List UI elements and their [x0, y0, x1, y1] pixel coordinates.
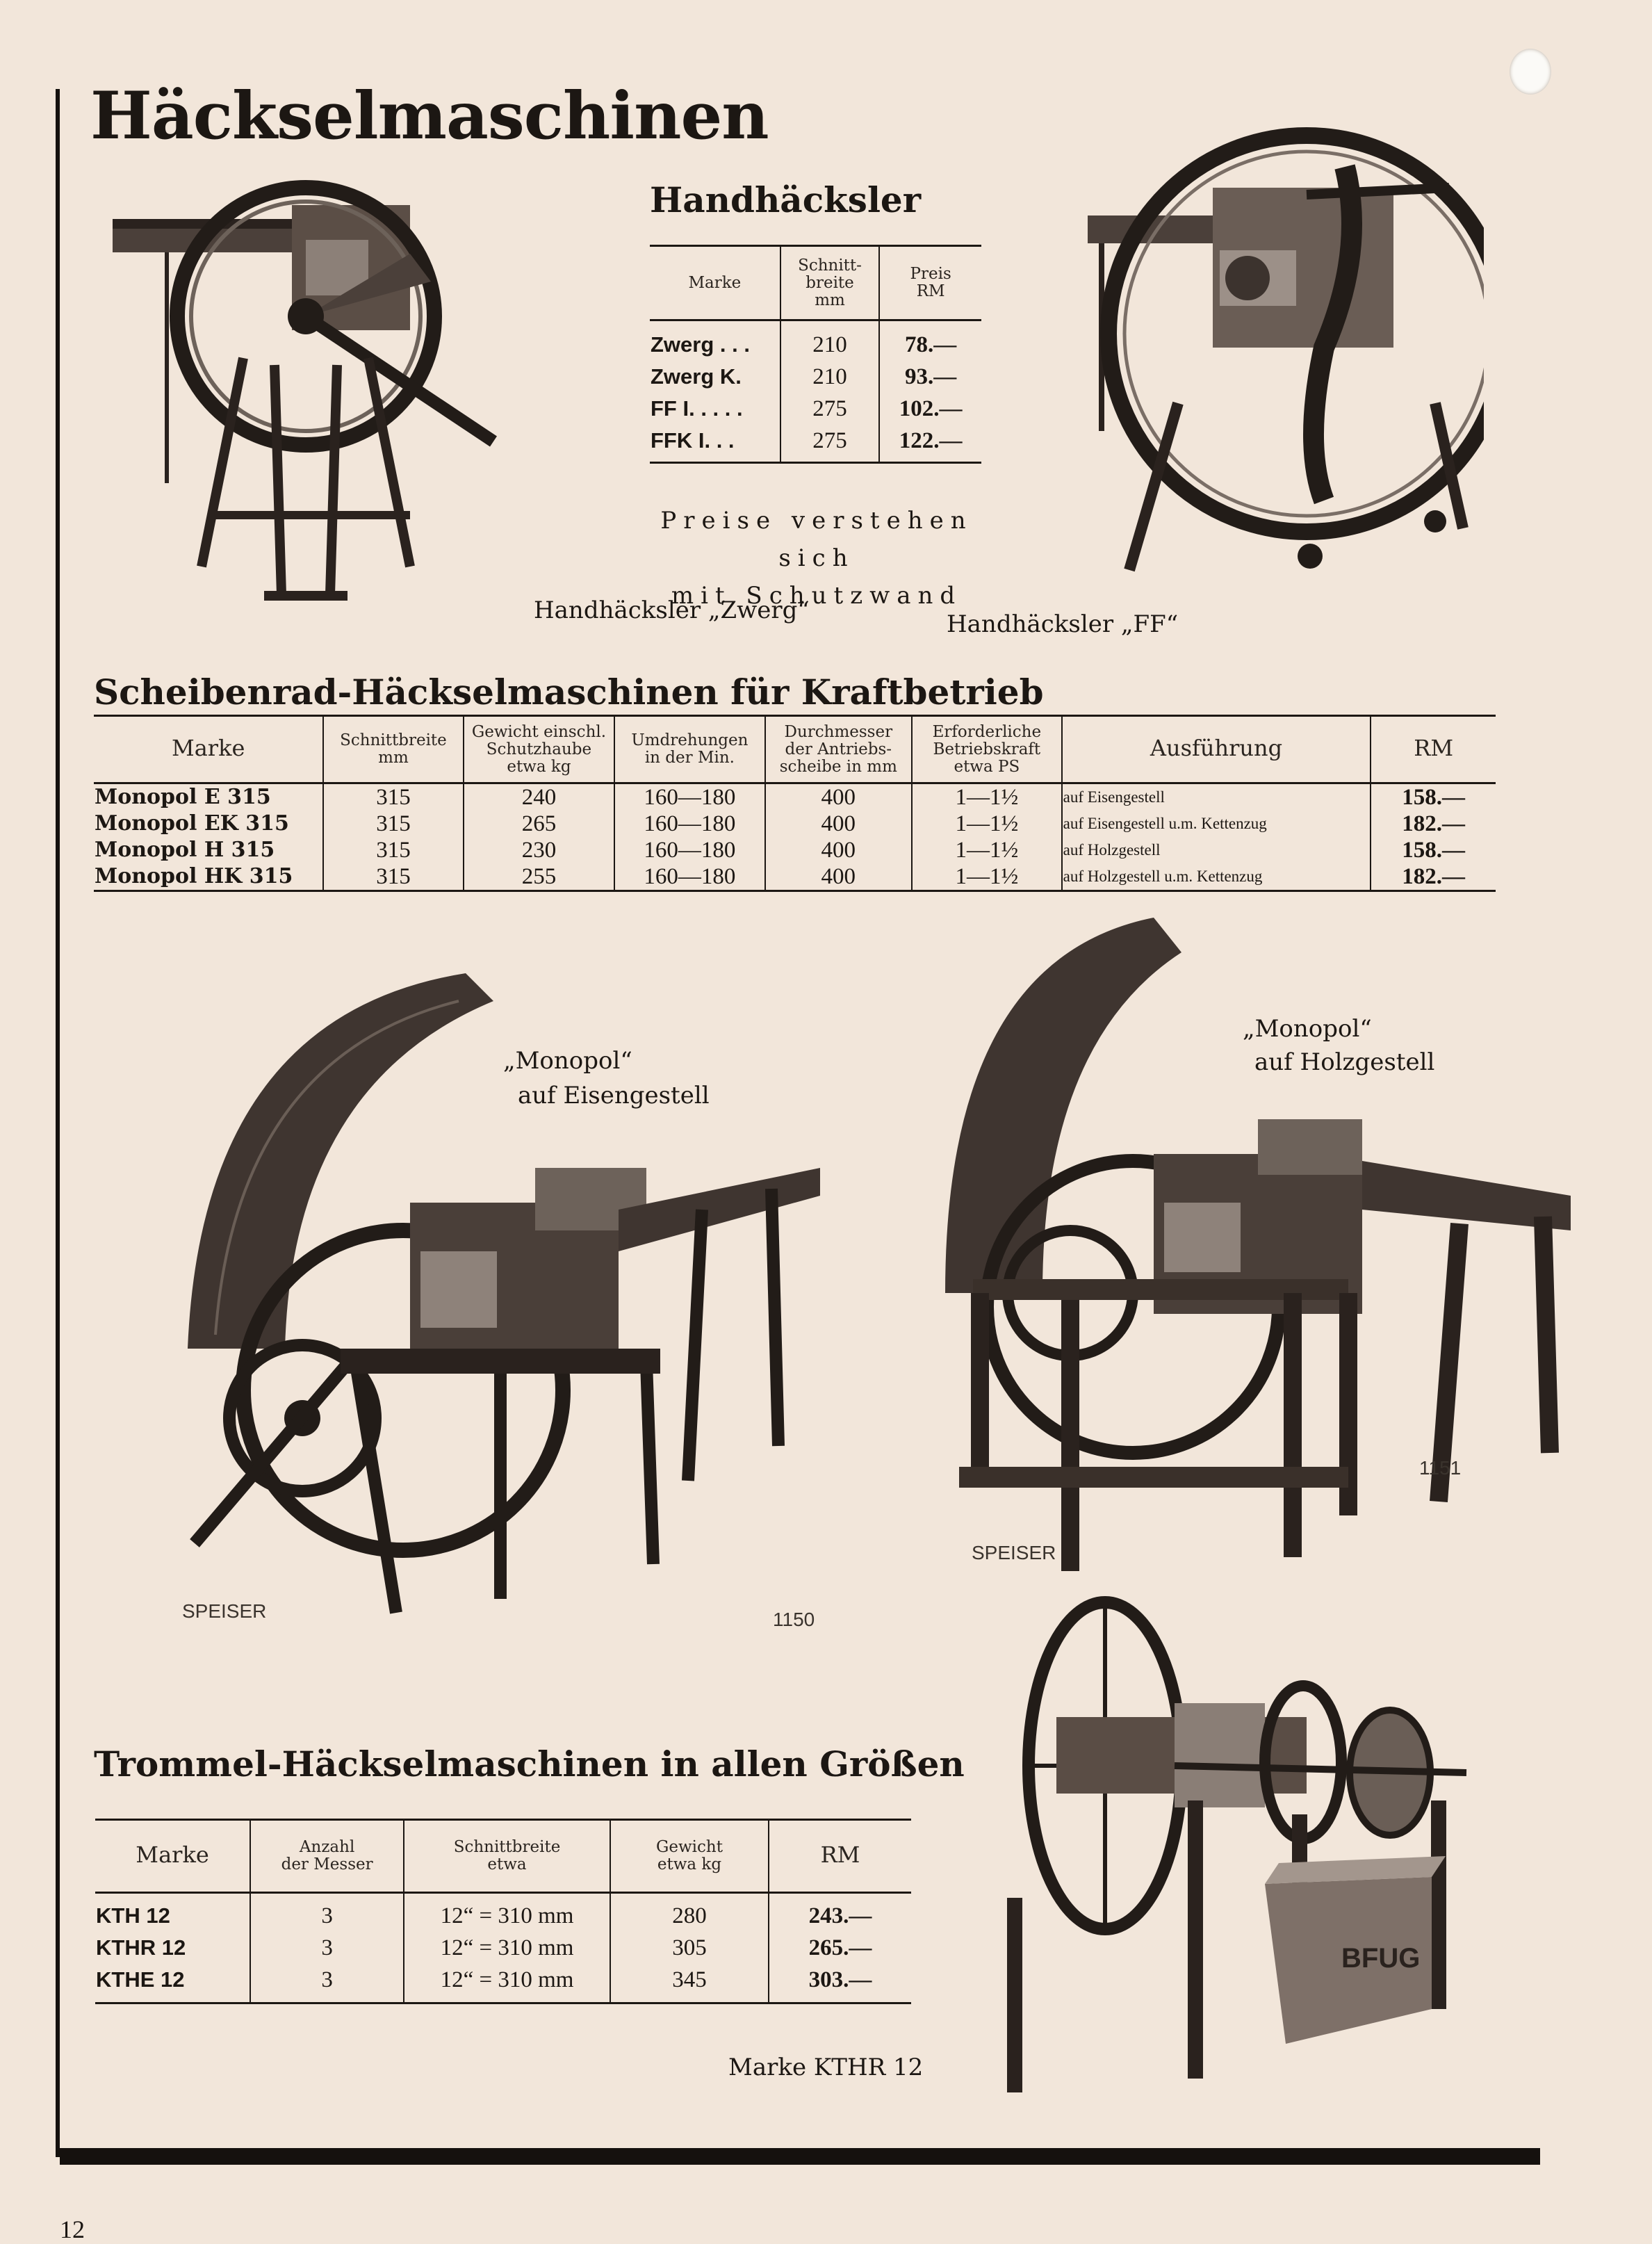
cell-marke: Zwerg K. [651, 364, 742, 389]
cell-preis: 158.— [1371, 783, 1496, 811]
caption-monopol-holz-2: auf Holzgestell [1254, 1048, 1435, 1076]
caption-ff: Handhäcksler „FF“ [947, 610, 1179, 638]
cell-durchmesser: 400 [765, 863, 913, 891]
price-note-line-2: mit Schutzwand [671, 582, 963, 610]
cell-gewicht: 265 [464, 811, 615, 837]
cell-gewicht: 280 [610, 1893, 769, 1933]
cell-preis: 243.— [769, 1893, 911, 1933]
cell-schnittbreite: 275 [780, 393, 880, 425]
caption-monopol-eisen-2: auf Eisengestell [518, 1082, 710, 1109]
cell-durchmesser: 400 [765, 783, 913, 811]
cell-preis: 303.— [769, 1964, 911, 2003]
table-row [650, 425, 981, 463]
cell-ps: 1—1½ [912, 837, 1062, 863]
cell-preis: 182.— [1371, 811, 1496, 837]
cell-preis: 265.— [769, 1932, 911, 1964]
image-1-number: 1150 [773, 1609, 815, 1630]
table-row [94, 811, 1496, 837]
cell-marke: KTHE 12 [96, 1967, 185, 1992]
cell-marke: Monopol H 315 [95, 838, 275, 862]
box-label: BFUG [1341, 1943, 1421, 1974]
table-row [95, 1964, 911, 2003]
bottom-rule [60, 2148, 1540, 2165]
cell-preis: 78.— [879, 320, 981, 361]
cell-ausfuehrung: auf Holzgestell [1062, 837, 1371, 863]
cell-messer: 3 [250, 1964, 404, 2003]
cell-marke: FFK I. . . [651, 428, 735, 453]
column-header-rm: RM [769, 1820, 911, 1893]
cell-ausfuehrung: auf Holzgestell u.m. Kettenzug [1062, 863, 1371, 891]
cell-schnittbreite: 12“ = 310 mm [404, 1932, 610, 1964]
cell-marke: Monopol HK 315 [95, 864, 293, 888]
cell-schnittbreite: 12“ = 310 mm [404, 1964, 610, 2003]
column-header-ausfuehrung: Ausführung [1062, 716, 1371, 783]
cell-ausfuehrung: auf Eisengestell [1062, 783, 1371, 811]
cell-marke: FF I. . . . . [651, 396, 743, 421]
cell-preis: 102.— [879, 393, 981, 425]
column-header-gewicht: Gewicht einschl. Schutzhaube etwa kg [464, 716, 615, 783]
cell-ausfuehrung: auf Eisengestell u.m. Kettenzug [1062, 811, 1371, 837]
cell-schnittbreite: 210 [780, 361, 880, 393]
cell-preis: 93.— [879, 361, 981, 393]
punch-hole [1510, 49, 1551, 95]
cell-preis: 122.— [879, 425, 981, 463]
column-header-rm: RM [1371, 716, 1496, 783]
image-2-maker: SPEISER [972, 1542, 1056, 1563]
column-header-messer: Anzahl der Messer [250, 1820, 404, 1893]
cell-gewicht: 305 [610, 1932, 769, 1964]
cell-ps: 1—1½ [912, 783, 1062, 811]
cell-umdrehungen: 160—180 [614, 837, 764, 863]
cell-marke: KTH 12 [96, 1903, 170, 1928]
left-rule [56, 89, 60, 2157]
image-1-maker: SPEISER [182, 1600, 267, 1622]
cell-schnittbreite: 315 [323, 863, 463, 891]
scheibenrad-table [94, 715, 1496, 892]
cell-marke: Monopol EK 315 [95, 811, 289, 836]
table-row [650, 361, 981, 393]
table-row [650, 393, 981, 425]
zwerg-machine-image [104, 177, 549, 636]
caption-kthr: Marke KTHR 12 [728, 2054, 924, 2081]
ff-machine-image [1074, 111, 1484, 584]
table-row [94, 783, 1496, 811]
column-header-marke: Marke [95, 1820, 250, 1893]
cell-schnittbreite: 12“ = 310 mm [404, 1893, 610, 1933]
cell-gewicht: 345 [610, 1964, 769, 2003]
column-header-marke: Marke [94, 716, 323, 783]
cell-umdrehungen: 160—180 [614, 863, 764, 891]
cell-marke: KTHR 12 [96, 1935, 186, 1960]
trommel-table [95, 1819, 911, 2004]
table-row [95, 1932, 911, 1964]
cell-schnittbreite: 315 [323, 837, 463, 863]
kthr-machine-image [1001, 1592, 1515, 2106]
cell-messer: 3 [250, 1893, 404, 1933]
cell-messer: 3 [250, 1932, 404, 1964]
column-header-preis: Preis RM [879, 246, 981, 320]
cell-preis: 158.— [1371, 837, 1496, 863]
table-row [650, 320, 981, 361]
trommel-heading: Trommel-Häckselmaschinen in allen Größen [94, 1743, 965, 1784]
column-header-schnittbreite: Schnitt- breite mm [780, 246, 880, 320]
cell-gewicht: 240 [464, 783, 615, 811]
cell-gewicht: 230 [464, 837, 615, 863]
handhaecksler-table [650, 245, 981, 464]
cell-durchmesser: 400 [765, 837, 913, 863]
cell-schnittbreite: 315 [323, 811, 463, 837]
cell-schnittbreite: 315 [323, 783, 463, 811]
cell-marke: Monopol E 315 [95, 785, 271, 809]
caption-monopol-eisen-1: „Monopol“ [503, 1047, 632, 1075]
table-row [95, 1893, 911, 1933]
column-header-umdrehungen: Umdrehungen in der Min. [614, 716, 764, 783]
cell-schnittbreite: 275 [780, 425, 880, 463]
column-header-schnittbreite: Schnittbreite etwa [404, 1820, 610, 1893]
cell-ps: 1—1½ [912, 811, 1062, 837]
handhaecksler-heading: Handhäcksler [650, 179, 922, 220]
table-row [94, 837, 1496, 863]
column-header-marke: Marke [650, 246, 780, 320]
column-header-betriebskraft: Erforderliche Betriebskraft etwa PS [912, 716, 1062, 783]
cell-schnittbreite: 210 [780, 320, 880, 361]
caption-monopol-holz-1: „Monopol“ [1243, 1015, 1372, 1043]
cell-durchmesser: 400 [765, 811, 913, 837]
page-number: 12 [60, 2215, 85, 2243]
column-header-schnittbreite: Schnittbreite mm [323, 716, 463, 783]
page-title: Häckselmaschinen [90, 78, 769, 154]
cell-umdrehungen: 160—180 [614, 811, 764, 837]
column-header-durchmesser: Durchmesser der Antriebs- scheibe in mm [765, 716, 913, 783]
table-row [94, 863, 1496, 891]
image-2-number: 1151 [1419, 1457, 1462, 1479]
column-header-gewicht: Gewicht etwa kg [610, 1820, 769, 1893]
cell-umdrehungen: 160—180 [614, 783, 764, 811]
cell-preis: 182.— [1371, 863, 1496, 891]
cell-marke: Zwerg . . . [651, 332, 750, 357]
cell-ps: 1—1½ [912, 863, 1062, 891]
scheibenrad-heading: Scheibenrad-Häckselmaschinen für Kraftbetrieb [94, 672, 1044, 713]
caption-zwerg: Handhäcksler „Zwerg“ [534, 596, 810, 624]
monopol-holzgestell-image [931, 904, 1585, 1585]
cell-gewicht: 255 [464, 863, 615, 891]
price-note-line-1: Preise verstehen sich [660, 507, 973, 572]
